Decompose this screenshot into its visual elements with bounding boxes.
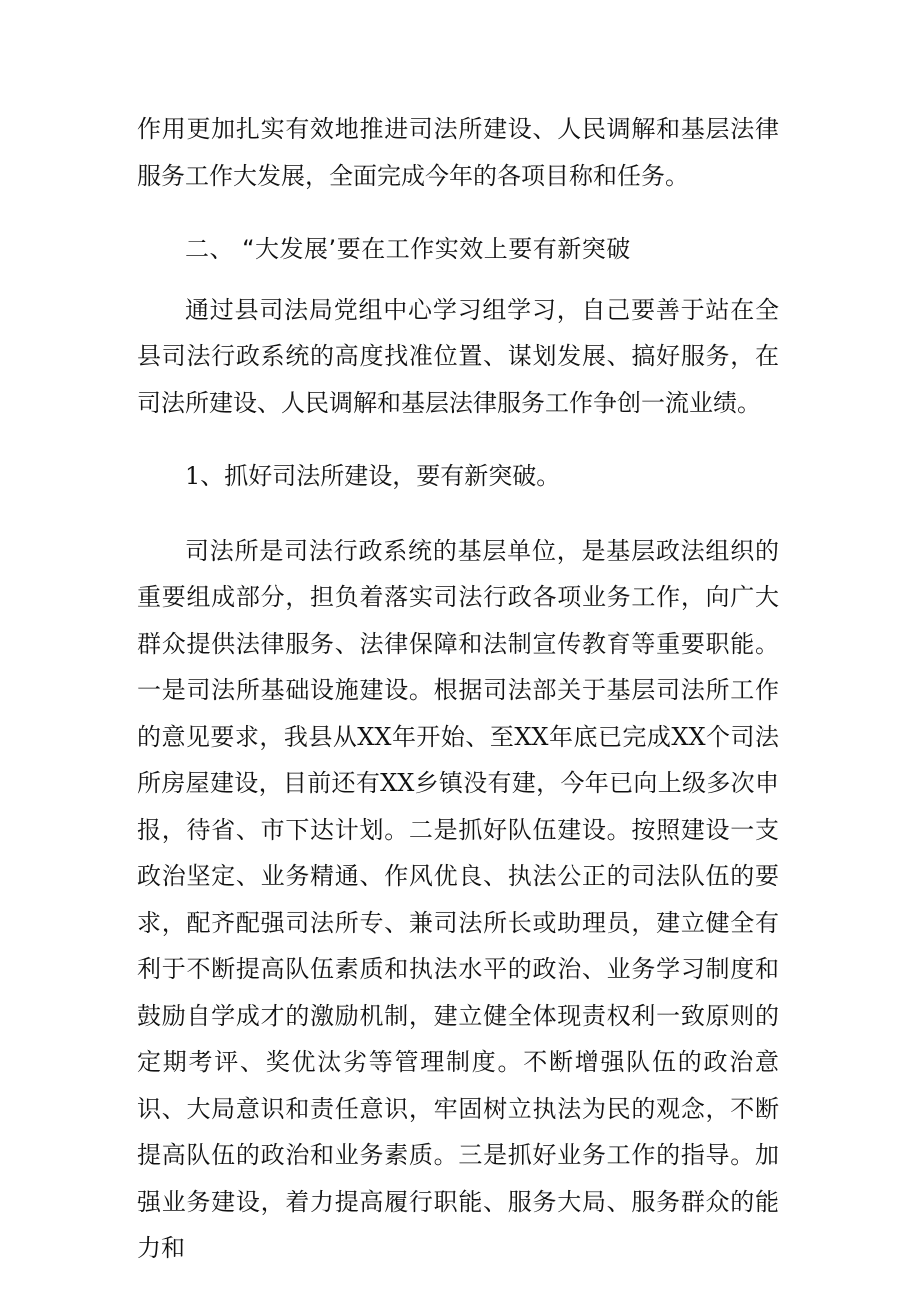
body-paragraph: 司法所是司法行政系统的基层单位，是基层政法组织的重要组成部分，担负着落实司法行政各项业务工作，向广大群众提供法律服务、法律保障和法制宣传教育等重要职能。一是司法所基础设施建设。根据司法部关于基层司法所工作的意见要求，我县从XX年开始、至XX年底已完成XX个司法所房屋建设，目前还有XX乡镇没有建，今年已向上级多次申报，待省、市下达计划。二是抓好队伍建设。按照建设一支政治坚定、业务精通、作风优良、执法公正的司法队伍的要求，配齐配强司法所专、兼司法所长或助理员，建立健全有利于不断提高队伍素质和执法水平的政治、业务学习制度和鼓励自学成才的激励机制，建立健全体现责权利一致原则的定期考评、奖优汰劣等管理制度。不断增强队伍的政治意识、大局意识和责任意识，牢固树立执法为民的观念，不断提高队伍的政治和业务素质。三是抓好业务工作的指导。加强业务建设，着力提高履行职能、服务大局、服务群众的能力和 [137, 536, 779, 1262]
section-intro-paragraph: 通过县司法局党组中心学习组学习，自己要善于站在全县司法行政系统的高度找准位置、谋划发展、搞好服务，在司法所建设、人民调解和基层法律服务工作争创一流业绩。 [137, 295, 779, 417]
document-body [137, 106, 779, 1272]
section-heading: 二、 “大发展’要在工作实效上要有新突破 [185, 235, 631, 263]
subheading: 1、抓好司法所建设，要有新突破。 [185, 462, 561, 490]
continuation-paragraph: 作用更加扎实有效地推进司法所建设、人民调解和基层法律服务工作大发展，全面完成今年的各项目称和任务。 [137, 115, 779, 190]
